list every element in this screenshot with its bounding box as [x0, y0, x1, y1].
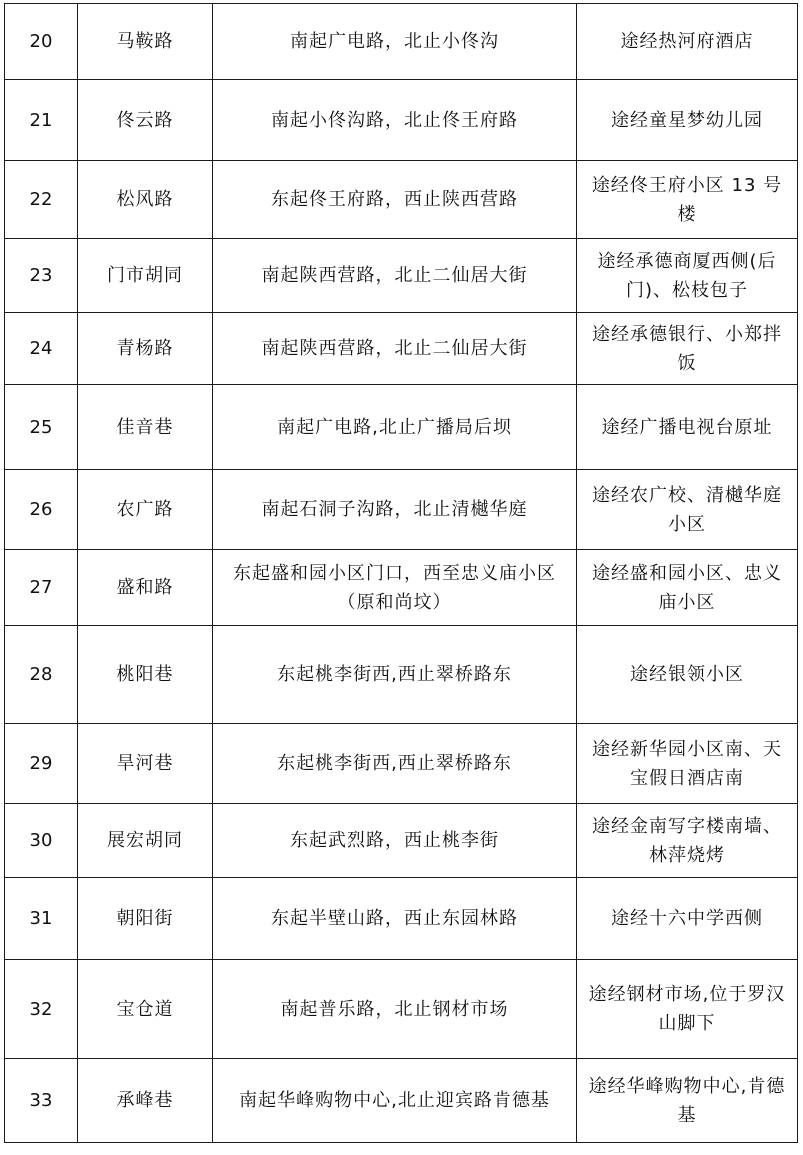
row-number: 20 [29, 31, 53, 52]
road-range-cell [213, 1059, 577, 1143]
table-row [5, 80, 798, 161]
road-range-cell [213, 161, 577, 239]
road-range-cell [213, 626, 577, 724]
road-range: 东起桃李街西,西止翠桥路东 [277, 664, 512, 685]
row-number-cell [5, 550, 78, 626]
road-via: 途经十六中学西侧 [611, 908, 763, 929]
road-range: 南起普乐路，北止钢材市场 [280, 998, 509, 1020]
road-range: 东起佟王府路，西止陕西营路 [271, 189, 518, 210]
table-row [5, 960, 798, 1059]
road-name: 旱河巷 [116, 753, 174, 774]
road-range-cell [213, 724, 577, 804]
road-range-cell [213, 550, 577, 626]
road-via-cell [577, 626, 798, 724]
road-via-cell [577, 878, 798, 960]
road-range: 南起小佟沟路，北止佟王府路 [271, 109, 518, 131]
road-range-cell [213, 313, 577, 385]
row-number-cell [5, 470, 78, 550]
row-number: 24 [29, 338, 53, 359]
road-name-cell [78, 4, 213, 80]
road-name-cell [78, 960, 213, 1059]
road-via-cell [577, 550, 798, 626]
road-name-cell [78, 80, 213, 161]
row-number: 22 [29, 189, 53, 210]
road-table [4, 3, 798, 1143]
road-via: 途经钢材市场,位于罗汉山脚下 [588, 984, 786, 1034]
row-number-cell [5, 878, 78, 960]
road-via: 途经农广校、清樾华庭小区 [592, 484, 782, 535]
row-number-cell [5, 313, 78, 385]
road-via-cell [577, 385, 798, 470]
road-via: 途经银领小区 [630, 664, 744, 685]
row-number: 31 [29, 908, 53, 929]
row-number-cell [5, 239, 78, 313]
road-via: 途经承德银行、小郑拌饭 [592, 323, 782, 374]
road-range: 东起桃李街西,西止翠桥路东 [277, 753, 512, 774]
row-number: 23 [29, 265, 53, 286]
road-name: 展宏胡同 [107, 830, 183, 851]
road-via-cell [577, 239, 798, 313]
road-name: 佳音巷 [116, 416, 174, 438]
road-name-cell [78, 550, 213, 626]
road-via: 途经广播电视台原址 [601, 416, 773, 438]
road-range: 东起武烈路，西止桃李街 [290, 830, 499, 851]
road-via: 途经盛和园小区、忠义庙小区 [592, 562, 782, 613]
row-number-cell [5, 1059, 78, 1143]
road-name-cell [78, 1059, 213, 1143]
row-number: 21 [29, 109, 53, 131]
table-row [5, 470, 798, 550]
table-row [5, 313, 798, 385]
road-via-cell [577, 161, 798, 239]
row-number: 29 [29, 753, 53, 774]
road-name-cell [78, 239, 213, 313]
row-number-cell [5, 960, 78, 1059]
road-range: 南起广电路，北止小佟沟 [290, 31, 499, 52]
road-name: 宝仓道 [116, 998, 174, 1020]
table-row [5, 804, 798, 878]
table-row [5, 550, 798, 626]
road-name-cell [78, 161, 213, 239]
road-via-cell [577, 313, 798, 385]
row-number-cell [5, 385, 78, 470]
table-row [5, 161, 798, 239]
road-via-cell [577, 724, 798, 804]
row-number: 30 [29, 830, 53, 851]
road-via-cell [577, 4, 798, 80]
road-name-cell [78, 470, 213, 550]
road-range: 南起陕西营路，北止二仙居大街 [261, 265, 528, 286]
road-range-cell [213, 80, 577, 161]
road-name-cell [78, 385, 213, 470]
row-number-cell [5, 804, 78, 878]
road-name: 承峰巷 [116, 1090, 174, 1111]
road-range: 东起盛和园小区门口，西至忠义庙小区（原和尚坟） [233, 562, 556, 613]
road-via: 途经童星梦幼儿园 [611, 109, 763, 131]
road-range: 东起半壁山路，西止东园林路 [271, 908, 518, 929]
row-number: 26 [29, 499, 53, 520]
road-range: 南起陕西营路，北止二仙居大街 [261, 338, 528, 359]
road-name: 马鞍路 [116, 31, 174, 52]
row-number: 27 [29, 577, 53, 598]
row-number-cell [5, 626, 78, 724]
road-range: 南起石洞子沟路，北止清樾华庭 [261, 499, 528, 520]
road-name-cell [78, 804, 213, 878]
road-name-cell [78, 626, 213, 724]
row-number-cell [5, 161, 78, 239]
road-name: 松风路 [116, 189, 174, 210]
table-row [5, 626, 798, 724]
road-via-cell [577, 960, 798, 1059]
road-name: 盛和路 [116, 577, 174, 598]
road-via: 途经热河府酒店 [620, 31, 754, 52]
road-range-cell [213, 960, 577, 1059]
row-number: 33 [29, 1090, 53, 1111]
road-via: 途经新华园小区南、天宝假日酒店南 [592, 738, 782, 789]
road-name: 农广路 [116, 499, 174, 520]
road-name-cell [78, 724, 213, 804]
row-number: 32 [29, 998, 53, 1020]
row-number: 25 [29, 416, 53, 438]
table-row [5, 239, 798, 313]
table-row [5, 878, 798, 960]
road-via: 途经华峰购物中心,肯德基 [588, 1075, 786, 1126]
road-via-cell [577, 80, 798, 161]
table-row [5, 1059, 798, 1143]
road-via-cell [577, 804, 798, 878]
road-table-body [5, 4, 798, 1143]
road-via: 途经佟王府小区 13 号楼 [591, 174, 783, 225]
road-range-cell [213, 385, 577, 470]
row-number: 28 [29, 664, 53, 685]
road-name-cell [78, 313, 213, 385]
table-row [5, 724, 798, 804]
row-number-cell [5, 80, 78, 161]
table-row [5, 385, 798, 470]
road-range: 南起广电路,北止广播局后坝 [277, 416, 512, 438]
road-range: 南起华峰购物中心,北止迎宾路肯德基 [239, 1090, 550, 1111]
road-range-cell [213, 878, 577, 960]
road-name: 佟云路 [116, 109, 174, 131]
road-name: 朝阳街 [116, 908, 174, 929]
road-name-cell [78, 878, 213, 960]
road-name: 门市胡同 [107, 265, 183, 286]
road-via-cell [577, 470, 798, 550]
road-name: 青杨路 [116, 338, 174, 359]
road-range-cell [213, 804, 577, 878]
road-range-cell [213, 239, 577, 313]
table-row [5, 4, 798, 80]
row-number-cell [5, 724, 78, 804]
road-via: 途经金南写字楼南墙、林萍烧烤 [592, 815, 782, 866]
road-name: 桃阳巷 [116, 664, 174, 685]
road-via: 途经承德商厦西侧(后门)、松枝包子 [597, 250, 777, 301]
road-range-cell [213, 4, 577, 80]
road-range-cell [213, 470, 577, 550]
road-via-cell [577, 1059, 798, 1143]
row-number-cell [5, 4, 78, 80]
